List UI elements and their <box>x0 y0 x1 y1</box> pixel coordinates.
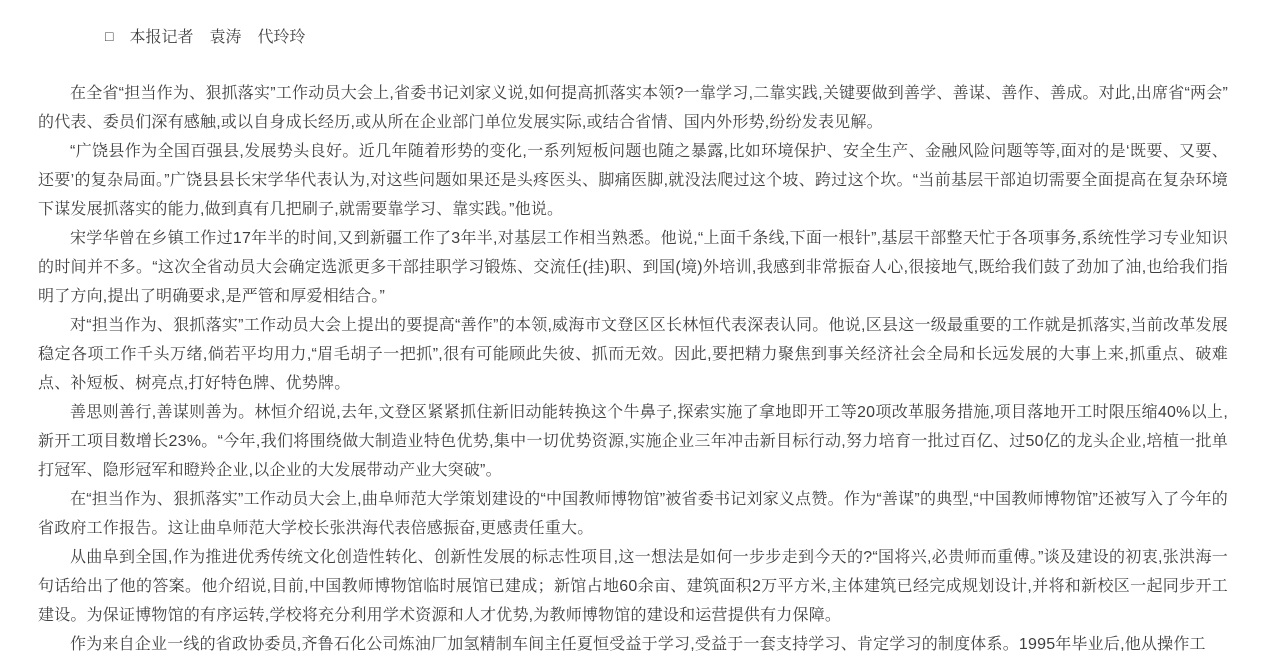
byline-text: 本报记者 袁涛 代玲玲 <box>129 29 306 46</box>
byline <box>38 23 1228 52</box>
paragraph: 从曲阜到全国,作为推进优秀传统文化创造性转化、创新性发展的标志性项目,这一想法是如何一步步走到今天的?“国将兴,必贵师而重傅。”谈及建设的初衷,张洪海一句话给出了他的答案。他介绍说,目前,中国教师博物馆临时展馆已建成；新馆占地60余亩、建筑面积2万平方米,主体建筑已经完成规划设计,并将和新校区一起同步开工建设。为保证博物馆的有序运转,学校将充分利用学术资源和人才优势,为教师博物馆的建设和运营提供有力保障。 <box>38 549 1228 624</box>
paragraph: “广饶县作为全国百强县,发展势头良好。近几年随着形势的变化,一系列短板问题也随之暴露,比如环境保护、安全生产、金融风险问题等等,面对的是‘既要、又要、还要’的复杂局面。”广饶县县长宋学华代表认为,对这些问题如果还是头疼医头、脚痛医脚,就没法爬过这个坡、跨过这个坎。“当前基层干部迫切需要全面提高在复杂环境下谋发展抓落实的能力,做到真有几把刷子,就需要靠学习、靠实践。”他说。 <box>38 143 1228 218</box>
article-page <box>0 23 1265 659</box>
paragraph: 宋学华曾在乡镇工作过17年半的时间,又到新疆工作了3年半,对基层工作相当熟悉。他说,“上面千条线,下面一根针”,基层干部整天忙于各项事务,系统性学习专业知识的时间并不多。“这次全省动员大会确定选派更多干部挂职学习锻炼、交流任(挂)职、到国(境)外培训,我感到非常振奋人心,很接地气,既给我们鼓了劲加了油,也给我们指明了方向,提出了明确要求,是严管和厚爱相结合。” <box>38 230 1228 305</box>
paragraph: 善思则善行,善谋则善为。林恒介绍说,去年,文登区紧紧抓住新旧动能转换这个牛鼻子,探索实施了拿地即开工等20项改革服务措施,项目落地开工时限压缩40%以上,新开工项目数增长23%。“今年,我们将围绕做大制造业特色优势,集中一切优势资源,实施企业三年冲击新目标行动,努力培育一批过百亿、过50亿的龙头企业,培植一批单打冠军、隐形冠军和瞪羚企业,以企业的大发展带动产业大突破”。 <box>38 404 1228 479</box>
square-bullet-icon: □ <box>105 28 114 44</box>
paragraph: 作为来自企业一线的省政协委员,齐鲁石化公司炼油厂加氢精制车间主任夏恒受益于学习,受益于一套支持学习、肯定学习的制度体系。1995年毕业后,他从操作工 <box>70 636 1206 653</box>
article-body <box>38 79 1228 659</box>
paragraph: 在“担当作为、狠抓落实”工作动员大会上,曲阜师范大学策划建设的“中国教师博物馆”被省委书记刘家义点赞。作为“善谋”的典型,“中国教师博物馆”还被写入了今年的省政府工作报告。这让曲阜师范大学校长张洪海代表倍感振奋,更感责任重大。 <box>38 491 1228 537</box>
paragraph: 对“担当作为、狠抓落实”工作动员大会上提出的要提高“善作”的本领,威海市文登区区长林恒代表深表认同。他说,区县这一级最重要的工作就是抓落实,当前改革发展稳定各项工作千头万绪,倘若平均用力,“眉毛胡子一把抓”,很有可能顾此失彼、抓而无效。因此,要把精力聚焦到事关经济社会全局和长远发展的大事上来,抓重点、破难点、补短板、树亮点,打好特色牌、优势牌。 <box>38 317 1228 392</box>
paragraph: 在全省“担当作为、狠抓落实”工作动员大会上,省委书记刘家义说,如何提高抓落实本领?一靠学习,二靠实践,关键要做到善学、善谋、善作、善成。对此,出席省“两会”的代表、委员们深有感触,或以自身成长经历,或从所在企业部门单位发展实际,或结合省情、国内外形势,纷纷发表见解。 <box>38 85 1228 131</box>
